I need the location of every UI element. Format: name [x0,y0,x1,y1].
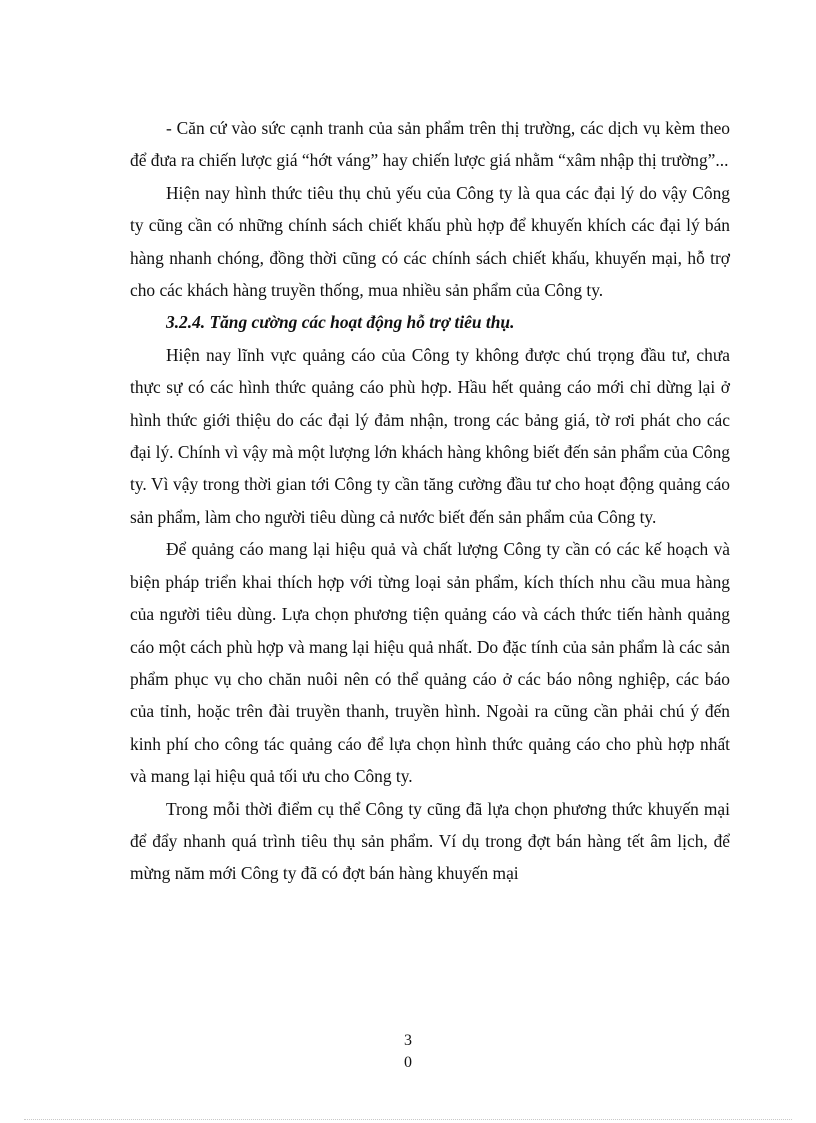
page-number-line-2: 0 [404,1054,412,1071]
page-number-line-1: 3 [404,1032,412,1049]
section-heading: 3.2.4. Tăng cường các hoạt động hỗ trợ tiêu thụ. [166,312,515,333]
paragraph-price-strategy: - Căn cứ vào sức cạnh tranh của sản phẩm trên thị trường, các dịch vụ kèm theo để đưa ra chiến lược giá “hớt váng” hay chiến lược giá nhằm “xâm nhập thị trường”... [130,118,730,171]
page-bottom-divider [24,1119,792,1120]
paragraph-advertising-plan: Để quảng cáo mang lại hiệu quả và chất lượng Công ty cần có các kế hoạch và biện pháp triển khai thích hợp với từng loại sản phẩm, kích thích nhu cầu mua hàng của người tiêu dùng. Lựa chọn phương tiện quảng cáo và cách thức tiến hành quảng cáo một cách phù hợp và mang lại hiệu quả nhất. Do đặc tính của sản phẩm là các sản phẩm phục vụ cho chăn nuôi nên có thể quảng cáo ở các báo nông nghiệp, các báo của tỉnh, hoặc trên đài truyền thanh, truyền hình. Ngoài ra cũng cần phải chú ý đến kinh phí cho công tác quảng cáo để lựa chọn hình thức quảng cáo cho phù hợp nhất và mang lại hiệu quả tối ưu cho Công ty. [130,539,730,787]
paragraph-advertising-status: Hiện nay lĩnh vực quảng cáo của Công ty không được chú trọng đầu tư, chưa thực sự có các hình thức quảng cáo phù hợp. Hầu hết quảng cáo mới chỉ dừng lại ở hình thức giới thiệu do các đại lý đảm nhận, trong các bảng giá, tờ rơi phát cho các đại lý. Chính vì vậy mà một lượng lớn khách hàng không biết đến sản phẩm của Công ty. Vì vậy trong thời gian tới Công ty cần tăng cường đầu tư cho hoạt động quảng cáo sản phẩm, làm cho người tiêu dùng cả nước biết đến sản phẩm của Công ty. [130,344,730,527]
paragraph-distribution-policy: Hiện nay hình thức tiêu thụ chủ yếu của Công ty là qua các đại lý do vậy Công ty cũng cần có những chính sách chiết khấu phù hợp để khuyến khích các đại lý bán hàng nhanh chóng, đồng thời cũng có các chính sách chiết khấu, khuyến mại, hỗ trợ cho các khách hàng truyền thống, mua nhiều sản phẩm của Công ty. [130,182,730,301]
paragraph-promotion: Trong mỗi thời điểm cụ thể Công ty cũng đã lựa chọn phương thức khuyến mại để đẩy nhanh quá trình tiêu thụ sản phẩm. Ví dụ trong đợt bán hàng tết âm lịch, để mừng năm mới Công ty đã có đợt bán hàng khuyến mại [130,798,730,884]
document-body [130,112,730,890]
